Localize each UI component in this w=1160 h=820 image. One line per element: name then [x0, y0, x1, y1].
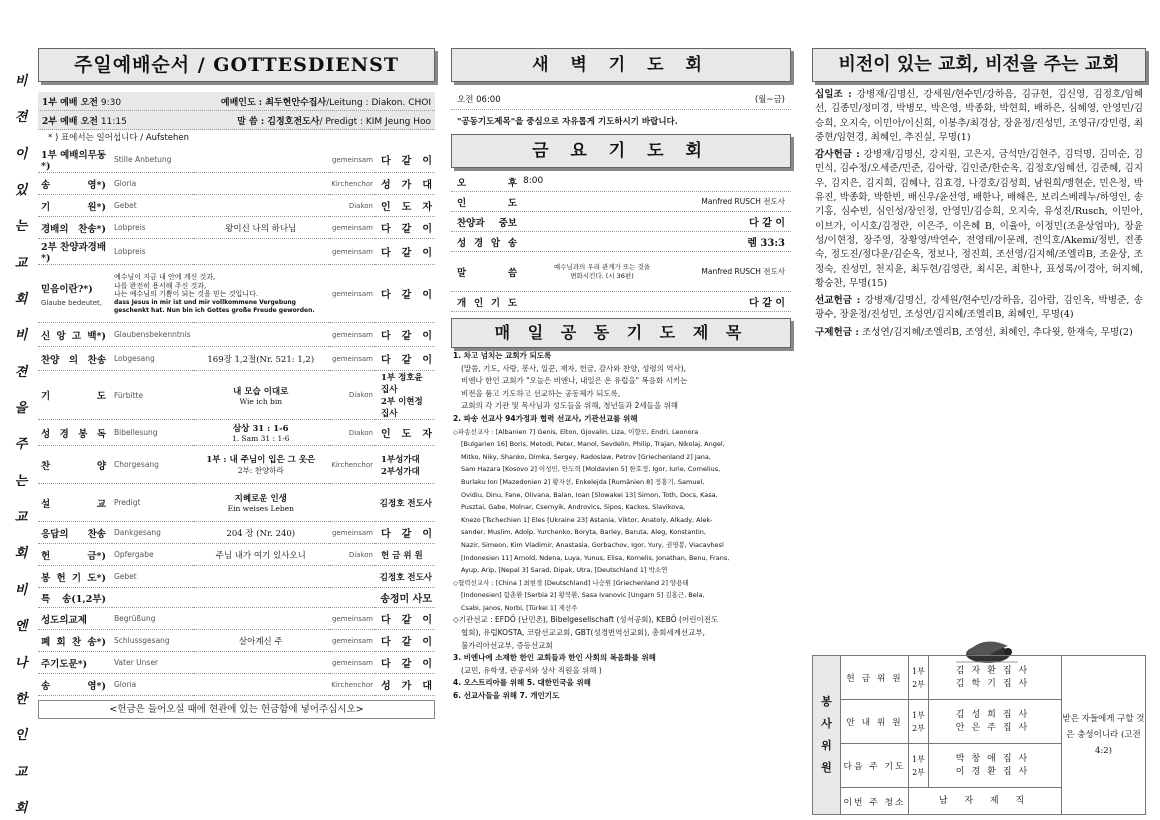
person-line: 인 도 자	[381, 202, 432, 213]
faith-role: gemeinsam	[329, 265, 375, 323]
vertical-char: 을	[14, 401, 28, 417]
prayer-line: 협회), 유럽KOSTA, 코람선교교회, GBT(성경번역선교회), 총회세계선교부,	[461, 628, 705, 638]
order-item-detail	[193, 239, 329, 265]
duty-side-char: 위	[821, 739, 832, 752]
detail-line-2: Ein weises Leben	[227, 504, 294, 513]
friday-item-label: 말 씀	[457, 267, 517, 279]
prayer-line: [Bulgarien 16] Boris, Metodi, Peter, Manol, Sevdelin, Philip, Trajan, Nikolaj, Angel,	[461, 440, 725, 449]
prayer-line: ◇파송선교사 : [Albanien 7] Genis, Elton, Gjovalin, Liza, 이향모, Endri, Leonora	[453, 427, 699, 436]
prayer-line: Nazir, Simeon, Kim Vladimir, Anastasia, Gorbachov, Igor, Yury, 권영봉, Viacavhesl	[461, 540, 724, 549]
offering-names: 조성연/김지혜/조엘리B, 조영선, 최혜인, 추다윗, 한재숙, 무명(2)	[858, 326, 1133, 338]
order-item-german: Vater Unser	[112, 652, 193, 674]
person-line: 1부 정호윤 집사	[381, 373, 423, 395]
service-1-row: 1부 예배 오전 9:30 예배인도 : 최두현안수집사/Leitung : Diakon. CHOI	[38, 92, 435, 111]
order-row	[38, 522, 435, 544]
order-item-person	[375, 544, 435, 566]
daily-prayer-title: 매 일 공 동 기 도 제 목	[451, 318, 791, 348]
duty-service-labels	[909, 656, 929, 700]
order-item-person	[375, 674, 435, 696]
order-item-role: gemeinsam	[329, 608, 375, 630]
duty-name-1: 김성희집사	[955, 709, 1035, 720]
prayer-line: [Indonesien] 함춘환 [Serbia 2] 황북환, Sasa Ivanovic [Ungarn 5] 김홍근, Bela,	[461, 591, 705, 600]
vertical-char: 젼	[14, 110, 28, 126]
duty-role: 다음 주 기도	[841, 744, 909, 788]
offering-type: 십일조 :	[815, 89, 852, 100]
vertical-char: 회	[14, 292, 28, 308]
person-line: 인 도 자	[381, 429, 432, 440]
friday-row	[451, 232, 791, 252]
faith-text	[112, 265, 329, 323]
friday-prayer-title: 금 요 기 도 회	[451, 134, 791, 168]
person-line: 다 같 이	[381, 659, 432, 670]
person-line: 성 가 대	[381, 681, 432, 692]
order-row	[38, 608, 435, 630]
vertical-char: 교	[14, 764, 28, 780]
prayer-line: (교민, 유학생, 관공서와 상사 직원을 위해 )	[461, 665, 602, 675]
service-order-column	[38, 48, 435, 719]
duty-service-labels	[909, 744, 929, 788]
vertical-char: 이	[14, 146, 28, 162]
duty-service-2: 2부	[912, 723, 925, 733]
person-line: 다 같 이	[381, 529, 432, 540]
duty-table	[812, 655, 1146, 815]
order-item-role: Diakon	[329, 195, 375, 217]
order-item-detail	[193, 674, 329, 696]
offering-paragraph	[815, 326, 1143, 340]
vertical-char: 한	[14, 691, 28, 707]
duty-service-1: 1부	[912, 710, 925, 720]
order-item-person	[375, 446, 435, 484]
faith-label-ko: 믿음이란?*)	[41, 283, 93, 295]
order-item-german: Lobpreis	[112, 217, 193, 239]
duty-name-1: 김자환집사	[955, 665, 1035, 676]
duty-service-2: 2부	[912, 679, 925, 689]
person-line: 다 같 이	[381, 331, 432, 342]
detail-line-2: 2부: 찬양하라	[237, 466, 284, 475]
order-item-label: 특 송(1,2부)	[38, 588, 112, 608]
order-item-label: 폐 회 찬 송*)	[38, 630, 112, 652]
prayer-line: Mitko, Niky, Shanko, Dimka, Sergey, Radoslaw, Petrov [Griechenland 2] Jana,	[461, 452, 711, 461]
person-line: 김정호 전도사	[379, 572, 432, 583]
prayer-heading: 6. 선교사들을 위해 7. 개인기도	[453, 691, 560, 701]
friday-row	[451, 292, 791, 312]
vertical-motto	[10, 75, 32, 815]
detail-line: 삼상 31 : 1-6	[232, 424, 289, 434]
order-item-person	[375, 347, 435, 371]
order-item-person	[375, 652, 435, 674]
offering-type: 감사헌금 :	[815, 149, 860, 161]
order-item-detail	[193, 630, 329, 652]
order-item-label: 송 영*)	[38, 173, 112, 195]
order-row	[38, 239, 435, 265]
order-item-label: 찬 양	[38, 446, 112, 484]
detail-line: 204 장 (Nr. 240)	[226, 528, 296, 539]
friday-item-person: 다 같 이	[749, 218, 785, 229]
vertical-char: 회	[14, 546, 28, 562]
prayer-heading: 4. 오스트리아를 위해 5. 대한민국을 위해	[453, 678, 591, 688]
faith-row	[38, 265, 435, 323]
person-line: 다 같 이	[381, 248, 432, 259]
prayer-line: 교회의 각 기관 및 목사님과 성도들을 위해, 청년들과 2세들을 위해	[461, 401, 678, 411]
offering-paragraph	[815, 148, 1143, 291]
duty-names	[929, 656, 1062, 700]
order-row	[38, 347, 435, 371]
order-item-label: 찬양 의 찬송	[38, 347, 112, 371]
order-item-role: gemeinsam	[329, 630, 375, 652]
duty-name-2: 안은주집사	[955, 722, 1035, 733]
order-item-label: 응답의 찬송	[38, 522, 112, 544]
friday-item-detail: 예수님과의 우리 관계가 또는 것을 변화시킨다. (시 36편)	[553, 263, 651, 280]
cleaning-value: 남 자 제 직	[909, 788, 1062, 815]
duty-side-char: 봉	[821, 695, 832, 708]
prayer-line: Ayup, Arip, [Nepal 3] Sarad, Dipak, Utra, [Deutschland 1] 박소연	[461, 566, 668, 575]
order-item-label: 설 교	[38, 484, 112, 522]
duty-side-char: 원	[821, 761, 832, 774]
order-item-detail	[193, 147, 329, 173]
order-item-person	[375, 195, 435, 217]
detail-line: 주님 내가 여기 있사오니	[215, 550, 306, 561]
offering-title: 비전이 있는 교회, 비전을 주는 교회	[812, 48, 1146, 82]
order-item-role: Diakon	[329, 420, 375, 446]
faith-german: dass Jesus in mir ist und mir vollkommene Vergebung geschenkt hat. Nun bin ich Gottes große Freude geworden.	[114, 299, 315, 314]
order-item-detail	[193, 544, 329, 566]
prayer-line: ◇기관선교 : EFDÖ (난민촌), Bibelgesellschaft (성서공회), KEBÖ (어린이전도	[453, 615, 719, 625]
offering-names: 강병재/김명신, 강지원, 고은지, 금석만/김현주, 김덕명, 김미순, 김민식, 김수정/오세준/민준, 김아랑, 김인준/한순옥, 김정호/임혜선, 김준혜, 김지우, 김지은, 김지희, 김혜나, 김효경, 나경호/김성희, 남원희/맹현순, 민은정, 박유진, 박종화, 박한빈, 배신우/윤선영, 배한나, 배해은, 보리스베레누/하영인, 송기홍, 심수빈, 심인성/장인정, 안영민/김승희, 오지숙, 유성진/Rusch, 이민아, 이브가, 이시호/김정란, 이은주, 이은혜 B, 이율아, 이정민(조윤상엄마), 장윤성/이현정, 장주영, 장황영/박연수, 전영태/이문례, 전익호/Akemi/정빈, 전종숙, 정도진/정다운/김순옥, 정보나, 정진희, 조선영/김지혜/조엘리B, 조윤상, 조정숙, 진성민, 천지윤, 최두현/김영란, 최시몬, 최한나, 표성록/이경아, 허지혜, 황숭찬, 무명(15)	[815, 149, 1143, 289]
order-item-label: 성도의교제	[38, 608, 112, 630]
vertical-char: 엔	[14, 619, 28, 635]
offering-type: 구제헌금 :	[815, 326, 859, 338]
order-item-person	[329, 484, 435, 522]
duty-role: 헌 금 위 원	[841, 656, 909, 700]
order-item-role: gemeinsam	[329, 147, 375, 173]
order-item-german: Lobgesang	[112, 347, 193, 371]
friday-item-label: 오 후	[457, 177, 517, 189]
order-item-detail	[193, 347, 329, 371]
friday-item-label: 성 경 암 송	[457, 237, 517, 249]
friday-row	[451, 252, 791, 292]
order-item-person	[329, 566, 435, 588]
duty-row	[813, 656, 1146, 700]
duty-role: 안 내 위 원	[841, 700, 909, 744]
order-item-label: 송 영*)	[38, 674, 112, 696]
order-item-german: Stille Anbetung	[112, 147, 193, 173]
order-row	[38, 420, 435, 446]
friday-row	[451, 172, 791, 192]
order-item-person	[375, 371, 435, 420]
order-item-german: Bibellesung	[112, 420, 193, 446]
duty-service-labels	[909, 700, 929, 744]
prayer-line: Knezo [Tschechien 1] Eles [Ukraine 23] Astania, Viktor, Anatoly, Alkady, Alek-	[461, 515, 713, 524]
order-item-role: gemeinsam	[329, 217, 375, 239]
order-row	[38, 371, 435, 420]
order-item-person	[375, 420, 435, 446]
order-item-person	[375, 522, 435, 544]
order-item-label: 헌 금*)	[38, 544, 112, 566]
duty-service-1: 1부	[912, 754, 925, 764]
order-item-label: 신 앙 고 백*)	[38, 323, 112, 347]
person-line: 1부성가대	[381, 454, 420, 465]
order-item-person	[375, 608, 435, 630]
friday-item-person: Manfred RUSCH 전도사	[701, 267, 785, 276]
order-item-role: Diakon	[329, 371, 375, 420]
order-item-german: Gebet	[112, 566, 193, 588]
order-item-detail	[193, 652, 329, 674]
duty-verse: 받은 자들에게 구할 것은 충성이니라 (고전4:2)	[1062, 656, 1146, 815]
order-item-german: Predigt	[112, 484, 193, 522]
vertical-char: 교	[14, 255, 28, 271]
dawn-note: "공동기도제목"을 중심으로 자유롭게 기도하시기 바랍니다.	[457, 117, 678, 127]
prayer-line: 비엔나 한인 교회가 "오늘은 비엔나, 내일은 온 유럽을" 복음화 시키는	[461, 376, 688, 386]
duty-names	[929, 744, 1062, 788]
order-item-detail	[193, 522, 329, 544]
order-item-detail	[193, 420, 329, 446]
order-item-role: Diakon	[329, 544, 375, 566]
order-item-role: Kirchenchor	[329, 446, 375, 484]
person-line: 김정호 전도사	[379, 498, 432, 509]
offering-names: 강병재/김명신, 강세원/현수민/강하음, 김아람, 김인옥, 박병준, 송광수, 장윤정/진성민, 조성연/김지혜/조엘리B, 최혜인, 무명(4)	[815, 295, 1144, 321]
detail-line-2: Wie ich bin	[239, 396, 283, 406]
order-item-label: 주기도문*)	[38, 652, 112, 674]
dawn-time-row: 오전 06:00 (월~금)	[451, 88, 791, 110]
person-line-2: 2부 이현정 집사	[381, 397, 423, 419]
order-item-detail	[193, 371, 329, 420]
order-item-person	[375, 630, 435, 652]
order-row	[38, 323, 435, 347]
order-row	[38, 217, 435, 239]
order-table	[38, 147, 435, 696]
order-row	[38, 446, 435, 484]
order-item-person	[329, 588, 435, 608]
vertical-char: 있	[14, 183, 28, 199]
faith-label	[38, 265, 112, 323]
order-row	[38, 484, 435, 522]
order-row	[38, 544, 435, 566]
prayer-line: sander, Muslim, Adolp, Yurchenko, Boryta, Barley, Baruta, Aleg, Konstantin,	[461, 528, 706, 537]
duty-name-2: 이경환집사	[955, 766, 1035, 777]
faith-line: 나를 완전히 용서해 주신 것과,	[114, 281, 207, 290]
order-item-label: 기 도	[38, 371, 112, 420]
person-line: 다 같 이	[381, 156, 432, 167]
offering-type: 선교헌금 :	[815, 295, 861, 307]
faith-line: 예수님이 지금 내 안에 계신 것과,	[114, 272, 216, 281]
order-item-label: 봉 헌 기 도*)	[38, 566, 112, 588]
prayer-line: Burlaku Ion [Mazedonien 2] 황자선, Enkelejda [Rumänien 8] 정홍기, Samuel,	[461, 477, 705, 486]
friday-row	[451, 212, 791, 232]
order-row	[38, 173, 435, 195]
order-item-role: gemeinsam	[329, 652, 375, 674]
order-row	[38, 147, 435, 173]
order-row	[38, 630, 435, 652]
detail-line: 살아계신 주	[238, 636, 283, 647]
prayer-heading: 1. 차고 넘치는 교회가 되도록	[453, 351, 552, 360]
dawn-prayer-title: 새 벽 기 도 회	[451, 48, 791, 82]
order-item-german: Glaubensbekenntnis	[112, 323, 193, 347]
duty-side-char: 사	[821, 717, 832, 730]
faith-person: 다 같 이	[375, 265, 435, 323]
prayer-line: ◇협력선교사 : [China ] 최현경 [Deutschland] 나승원 [Griechenland 2] 양용태	[453, 578, 689, 587]
stand-note: * ) 표에서는 일어섭니다 / Aufstehen	[48, 133, 190, 143]
offering-names: 강병재/김명신, 강세원/현수민/강하음, 김규현, 김신영, 김정호/임혜선, 김종민/정미경, 박병모, 박은영, 박종화, 박현희, 배하은, 심혜영, 안영민/김승희, 오지숙, 이민아/이신희, 이봉추/최경삼, 장윤정/진성민, 조영규/강민령, 최중현/임현경, 최혜인, 추진실, 무명(1)	[815, 89, 1143, 143]
duty-service-1: 1부	[912, 666, 925, 676]
person-line: 다 같 이	[381, 224, 432, 235]
prayer-heading: 3. 비엔나에 소재한 한인 교회들과 한인 사회의 복음화를 위해	[453, 653, 656, 663]
order-item-person	[375, 239, 435, 265]
order-item-german	[112, 588, 193, 608]
order-item-german: Gloria	[112, 173, 193, 195]
person-line: 헌 금 위 원	[381, 550, 423, 561]
duty-side-label	[813, 656, 841, 815]
person-line: 다 같 이	[381, 615, 432, 626]
order-item-detail	[193, 566, 329, 588]
vertical-char: 인	[14, 728, 28, 744]
friday-prayer-table	[451, 172, 791, 312]
offering-list	[812, 82, 1146, 340]
order-item-german: Lobpreis	[112, 239, 193, 265]
order-row	[38, 566, 435, 588]
order-item-detail	[193, 323, 329, 347]
order-item-german: Gebet	[112, 195, 193, 217]
person-line: 다 같 이	[381, 637, 432, 648]
order-item-detail	[193, 608, 329, 630]
person-line: 다 같 이	[381, 355, 432, 366]
daily-prayer-list	[451, 348, 791, 703]
order-item-detail	[193, 173, 329, 195]
duty-name-1: 박창애집사	[955, 753, 1035, 764]
order-item-label: 1부 예배의무동*)	[38, 147, 112, 173]
faith-line: 나는 예수님의 기쁨이 되는 것을 믿는 것입니다.	[114, 290, 259, 299]
detail-line: 지혜로운 인생	[234, 494, 287, 504]
friday-item-person: Manfred RUSCH 전도사	[701, 197, 785, 206]
order-item-detail	[193, 484, 329, 522]
cleaning-label: 이번 주 청소	[841, 788, 909, 815]
vertical-char: 젼	[14, 364, 28, 380]
prayer-heading: 2. 파송 선교사 94가정과 협력 선교사, 기관선교를 위해	[453, 413, 638, 423]
detail-line: 왕이신 나의 하나님	[225, 223, 297, 234]
detail-line: 1부 : 내 주님이 입은 그 옷은	[206, 455, 316, 465]
order-item-role: gemeinsam	[329, 522, 375, 544]
order-item-label: 기 원*)	[38, 195, 112, 217]
prayer-line: Sam Hazara [Kosovo 2] 이성민, 안도혁 [Moldavien 5] 한호정, Igor, Iurie, Cornelius,	[461, 465, 721, 474]
order-item-detail	[193, 588, 329, 608]
order-item-role: Kirchenchor	[329, 173, 375, 195]
prayer-line: Ovidiu, Dinu, Fane, Olivana, Balan, Ioan [Slowakei 13] Simon, Toth, Docs, Kasa,	[461, 490, 718, 499]
friday-item-detail: 8:00	[523, 175, 544, 186]
offering-paragraph	[815, 294, 1143, 323]
order-item-german: Begrüßung	[112, 608, 193, 630]
friday-item-person: 다 같 이	[749, 298, 785, 309]
prayer-column	[451, 48, 791, 703]
detail-line: 내 모습 이대로	[233, 386, 289, 397]
order-item-detail	[193, 446, 329, 484]
friday-item-label: 개 인 기 도	[457, 297, 517, 309]
prayer-line: (말씀, 기도, 사랑, 봉사, 일꾼, 재자, 헌금, 감사와 찬양, 성령의 역사),	[461, 363, 687, 373]
service-2-row: 2부 예배 오전 11:15 말 씀 : 김정호전도사/ Predigt : KIM Jeung Hoo	[38, 111, 435, 130]
order-item-detail	[193, 217, 329, 239]
order-row	[38, 674, 435, 696]
prayer-line: Pusztai, Gabe, Molnar, Csernyik, Androvics, Sipos, Kackos, Slavikova,	[461, 503, 686, 512]
prayer-line: 비전을 품고 기도하고 선교하는 공동체가 되도록,	[461, 388, 621, 398]
friday-row	[451, 192, 791, 212]
prayer-line: 불가리아선교부, 증등선교회	[461, 640, 553, 650]
order-item-role: Kirchenchor	[329, 674, 375, 696]
vertical-char: 비	[14, 582, 28, 598]
order-item-role: gemeinsam	[329, 239, 375, 265]
person-line: 성 가 대	[381, 180, 432, 191]
order-item-role: gemeinsam	[329, 347, 375, 371]
order-item-german: Chorgesang	[112, 446, 193, 484]
order-item-german: Schlussgesang	[112, 630, 193, 652]
vertical-char: 는	[14, 219, 28, 235]
order-row	[38, 195, 435, 217]
order-item-person	[375, 147, 435, 173]
order-item-german: Gloria	[112, 674, 193, 696]
prayer-line: Csabi, Janos, Norbi, [Türkei 1] 제선주	[461, 603, 578, 612]
order-item-label: 경배의 찬송*)	[38, 217, 112, 239]
duty-service-2: 2부	[912, 767, 925, 777]
vertical-char: 나	[14, 655, 28, 671]
vertical-char: 주	[14, 437, 28, 453]
order-item-german: Fürbitte	[112, 371, 193, 420]
faith-label-de: Glaube bedeutet,	[41, 298, 103, 307]
order-item-person	[375, 173, 435, 195]
order-item-label: 성 경 봉 독	[38, 420, 112, 446]
service-order-title: 주일예배순서 / GOTTESDIENST	[38, 48, 435, 82]
order-item-german: Opfergabe	[112, 544, 193, 566]
friday-item-label: 인 도	[457, 197, 517, 209]
duty-name-2: 김학기집사	[955, 678, 1035, 689]
detail-line: 169장 1,2절(Nr. 521: 1,2)	[207, 354, 315, 365]
prayer-line: [Indonesien 11] Arnold, Ndena, Luya, Yunus, Elisa, Kornelis, Jonathan, Benu, Frans,	[461, 553, 730, 562]
order-item-detail	[193, 195, 329, 217]
vertical-char: 비	[14, 74, 28, 89]
offering-paragraph	[815, 88, 1143, 145]
person-line: 송정미 사모	[380, 594, 432, 605]
order-item-person	[375, 217, 435, 239]
friday-item-person: 렘 33:3	[747, 238, 785, 249]
vertical-char: 교	[14, 510, 28, 526]
friday-item-label: 찬양과 중보	[457, 217, 517, 229]
order-row	[38, 652, 435, 674]
order-item-label: 2부 찬양과경배*)	[38, 239, 112, 265]
detail-line-2: 1. Sam 31 : 1-6	[231, 434, 290, 443]
order-row	[38, 588, 435, 608]
duty-names	[929, 700, 1062, 744]
person-line-2: 2부성가대	[381, 466, 420, 477]
vertical-char: 는	[14, 473, 28, 489]
vertical-char: 회	[14, 800, 28, 816]
order-item-person	[375, 323, 435, 347]
offering-column	[812, 48, 1146, 808]
order-item-role: gemeinsam	[329, 323, 375, 347]
vertical-char: 비	[14, 328, 28, 344]
order-item-german: Dankgesang	[112, 522, 193, 544]
offering-notice: <헌금은 들어오실 때에 현관에 있는 헌금함에 넣어주십시오>	[38, 700, 435, 719]
